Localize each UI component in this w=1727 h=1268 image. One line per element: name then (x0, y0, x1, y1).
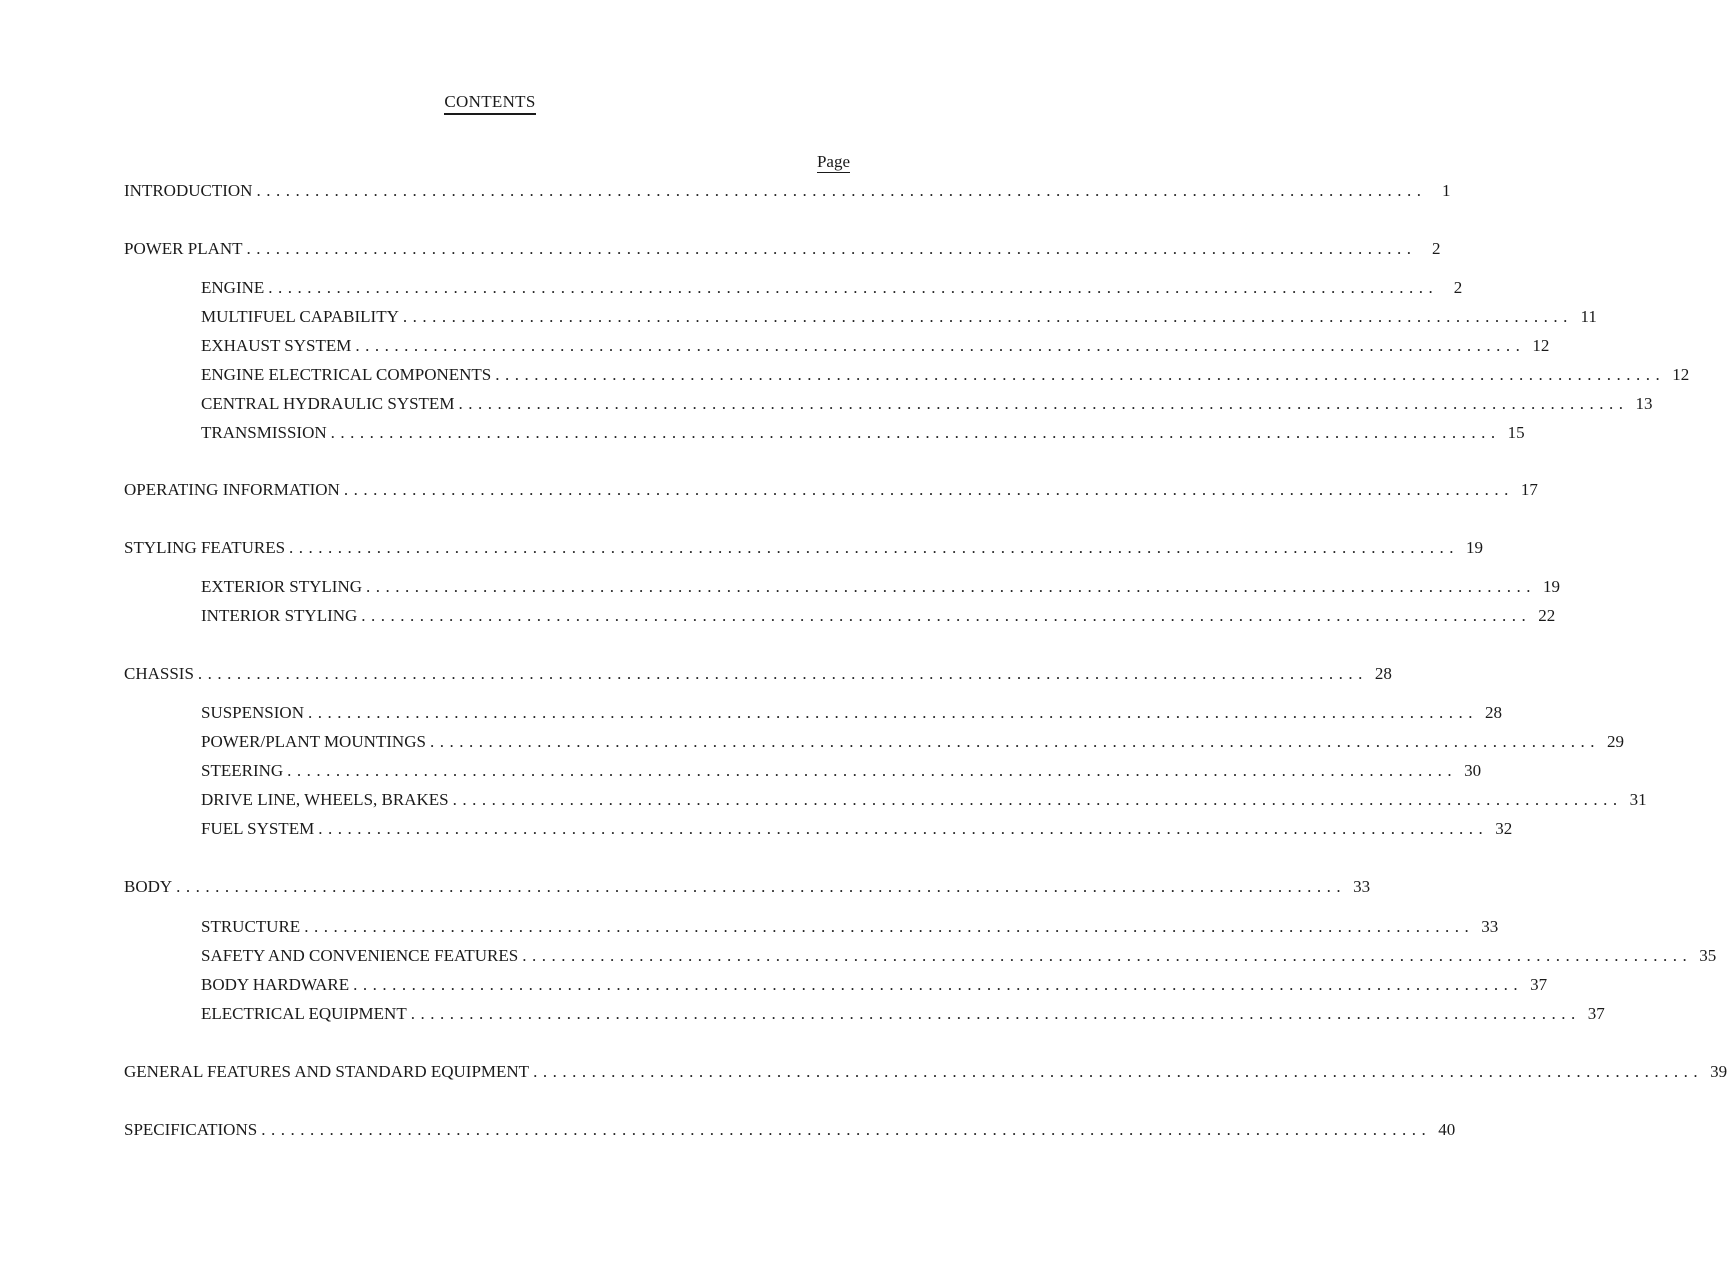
toc-entry-label: ELECTRICAL EQUIPMENT (201, 1004, 407, 1023)
toc-subentry-transmission (201, 421, 1525, 445)
dot-leader: ........................................................................................................................ (176, 877, 1347, 896)
toc-entry-label: STRUCTURE (201, 917, 301, 936)
toc-entry-label: INTERIOR STYLING (201, 606, 358, 625)
toc-subentry-structure (201, 915, 1499, 939)
toc-entry-page: 37 (1530, 975, 1548, 994)
toc-entry-label: SUSPENSION (201, 703, 304, 722)
toc-subentry-engine-electrical (201, 363, 1690, 387)
toc-entry-page: 32 (1495, 819, 1513, 838)
toc-entry-operating-information (124, 478, 1538, 502)
toc-entry-page: 40 (1438, 1120, 1456, 1139)
dot-leader: ........................................................................................................................ (287, 761, 1458, 780)
contents-title (0, 92, 980, 112)
toc-entry-page: 22 (1538, 606, 1556, 625)
toc-subentry-exterior-styling (201, 575, 1561, 599)
toc-entry-label: INTRODUCTION (124, 181, 253, 200)
toc-entry-label: MULTIFUEL CAPABILITY (201, 307, 399, 326)
toc-entry-label: BODY HARDWARE (201, 975, 350, 994)
toc-entry-page: 1 (1441, 181, 1451, 200)
toc-entry-label: OPERATING INFORMATION (124, 480, 340, 499)
toc-subentry-interior-styling (201, 604, 1556, 628)
toc-subentry-mountings (201, 730, 1624, 754)
toc-entry-page: 29 (1606, 732, 1624, 751)
toc-entry-page: 13 (1635, 394, 1653, 413)
toc-entry-page: 31 (1629, 790, 1647, 809)
dot-leader: ........................................................................................................................ (458, 394, 1629, 413)
dot-leader: ........................................................................................................................ (533, 1062, 1704, 1081)
toc-entry-page: 19 (1466, 538, 1484, 557)
dot-leader: ........................................................................................................................ (355, 336, 1526, 355)
toc-subentry-multifuel (201, 305, 1597, 329)
toc-entry-label: TRANSMISSION (201, 423, 327, 442)
toc-subentry-suspension (201, 701, 1502, 725)
toc-entry-page: 12 (1532, 336, 1550, 355)
contents-title-text: CONTENTS (444, 92, 535, 115)
toc-entry-page: 33 (1481, 917, 1499, 936)
toc-entry-label: SAFETY AND CONVENIENCE FEATURES (201, 946, 519, 965)
dot-leader: ........................................................................................................................ (402, 307, 1573, 326)
dot-leader: ........................................................................................................................ (522, 946, 1693, 965)
toc-entry-page: 2 (1453, 278, 1463, 297)
dot-leader: ........................................................................................................................ (495, 365, 1666, 384)
toc-entry-label: CENTRAL HYDRAULIC SYSTEM (201, 394, 455, 413)
toc-entry-page: 11 (1580, 307, 1597, 326)
dot-leader: ........................................................................................................................ (366, 577, 1537, 596)
dot-leader: ........................................................................................................................ (361, 606, 1532, 625)
dot-leader: ........................................................................................................................ (318, 819, 1489, 838)
toc-entry-page: 28 (1374, 664, 1392, 683)
toc-entry-page: 39 (1710, 1062, 1727, 1081)
toc-entry-page: 37 (1587, 1004, 1605, 1023)
toc-entry-label: SPECIFICATIONS (124, 1120, 258, 1139)
toc-entry-styling-features (124, 536, 1484, 560)
toc-subentry-steering (201, 759, 1482, 783)
toc-entry-page: 28 (1484, 703, 1502, 722)
toc-entry-page: 15 (1507, 423, 1525, 442)
toc-entry-label: STYLING FEATURES (124, 538, 286, 557)
toc-entry-body (124, 875, 1371, 899)
toc-entry-introduction (124, 179, 1451, 203)
page-column-header: Page (816, 152, 850, 171)
toc-entry-label: ENGINE (201, 278, 265, 297)
toc-subentry-safety (201, 944, 1717, 968)
dot-leader: ........................................................................................................................ (343, 480, 1514, 499)
dot-leader: ........................................................................................................................ (353, 975, 1524, 994)
toc-entry-chassis (124, 662, 1392, 686)
toc-subentry-exhaust (201, 334, 1550, 358)
dot-leader: ........................................................................................................................ (429, 732, 1600, 751)
dot-leader: ........................................................................................................................ (197, 664, 1368, 683)
toc-entry-label: POWER PLANT (124, 239, 243, 258)
toc-entry-label: POWER/PLANT MOUNTINGS (201, 732, 426, 751)
toc-entry-label: CHASSIS (124, 664, 194, 683)
toc-subentry-fuel-system (201, 817, 1513, 841)
toc-entry-label: EXHAUST SYSTEM (201, 336, 352, 355)
dot-leader: ........................................................................................................................ (330, 423, 1501, 442)
toc-entry-label: ENGINE ELECTRICAL COMPONENTS (201, 365, 492, 384)
toc-subentry-body-hardware (201, 973, 1548, 997)
toc-entry-specifications (124, 1118, 1456, 1142)
toc-entry-page: 35 (1699, 946, 1717, 965)
toc-entry-label: FUEL SYSTEM (201, 819, 315, 838)
toc-entry-label: EXTERIOR STYLING (201, 577, 363, 596)
dot-leader: ........................................................................................................................ (289, 538, 1460, 557)
toc-entry-page: 2 (1432, 239, 1441, 258)
toc-subentry-engine (201, 276, 1463, 300)
dot-leader: ........................................................................................................................ (452, 790, 1623, 809)
toc-entry-power-plant (124, 237, 1441, 261)
dot-leader: ........................................................................................................................ (410, 1004, 1581, 1023)
toc-entry-general-features (124, 1060, 1727, 1084)
dot-leader: ........................................................................................................................ (246, 239, 1417, 258)
toc-entry-label: GENERAL FEATURES AND STANDARD EQUIPMENT (124, 1062, 530, 1081)
toc-entry-page: 17 (1520, 480, 1538, 499)
toc-entry-label: STEERING (201, 761, 284, 780)
toc-entry-page: 12 (1672, 365, 1690, 384)
dot-leader: ........................................................................................................................ (256, 181, 1427, 200)
toc-subentry-hydraulic (201, 392, 1653, 416)
toc-entry-page: 19 (1543, 577, 1561, 596)
toc-subentry-drive-line (201, 788, 1647, 812)
toc-entry-label: DRIVE LINE, WHEELS, BRAKES (201, 790, 449, 809)
toc-entry-page: 33 (1353, 877, 1371, 896)
toc-entry-page: 30 (1464, 761, 1482, 780)
toc-subentry-electrical-equipment (201, 1002, 1605, 1026)
dot-leader: ........................................................................................................................ (307, 703, 1478, 722)
toc-entry-label: BODY (124, 877, 173, 896)
dot-leader: ........................................................................................................................ (304, 917, 1475, 936)
dot-leader: ........................................................................................................................ (268, 278, 1439, 297)
dot-leader: ........................................................................................................................ (261, 1120, 1432, 1139)
